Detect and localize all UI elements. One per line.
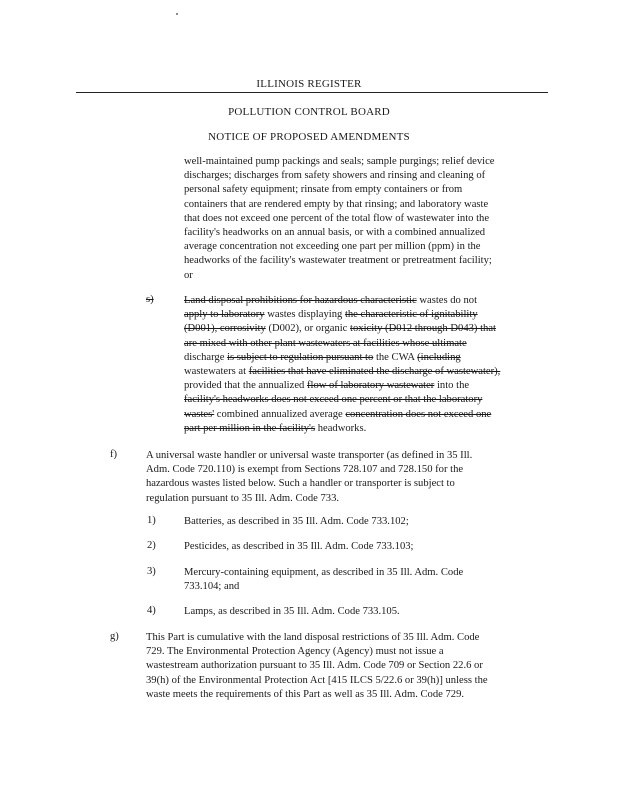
text-line [184,351,500,365]
text-line [184,408,500,422]
text-segment: discharge [184,351,228,363]
text-line: personal safety equipment; rinsate from empty containers or from [184,184,463,196]
struck-text: the characteristic of ignitability [344,309,478,321]
text-line: wastestream authorization pursuant to 35 Ill. Adm. Code 709 or Section 22.6 or [146,660,483,672]
text-segment: (D002), or organic [265,323,351,335]
text-line: facility's headworks on an annual basis, or with a combined annualized [184,227,486,239]
text-line [184,322,500,336]
text-line: or [184,269,193,281]
text-line: discharges; discharges from safety showers and rinsing and cleaning of [184,170,486,182]
struck-text: (D001), corrosivity [184,323,266,335]
item-f-paragraph [146,449,472,506]
text-line: This Part is cumulative with the land disposal restrictions of 35 Ill. Adm. Code [146,632,480,643]
subitem-3-label: 3) [147,566,156,577]
item-s-label: s) [146,294,154,305]
text-segment: provided that the annualized [184,380,307,392]
item-s-paragraph [184,294,500,436]
text-line: containers that are rendered empty by that rinsing; and laboratory waste [184,198,489,210]
text-line: regulation pursuant to 35 Ill. Adm. Code 733. [146,492,340,504]
text-line [184,337,500,351]
text-line: Lamps, as described in 35 Ill. Adm. Code 733.105. [184,606,400,617]
text-line: A universal waste handler or universal waste transporter (as defined in 35 Ill. [146,450,473,461]
text-line: 733.104; and [184,581,240,593]
struck-text: part per million in the facility's [184,422,316,434]
text-line [184,393,500,407]
scan-speck [176,13,178,15]
text-line [184,422,500,436]
text-segment: wastes do not [416,295,478,306]
text-segment: headworks. [315,422,367,434]
board-title: POLLUTION CONTROL BOARD [228,106,390,118]
text-line: that does not exceed one percent of the total flow of wastewater into the [184,212,490,224]
continuation-paragraph [184,155,494,283]
subitem-4-text [184,605,400,619]
text-segment: wastewaters at [184,366,249,378]
text-line: well-maintained pump packings and seals; sample purgings; relief device [184,156,495,167]
text-segment: combined annualized average [214,408,346,420]
item-g-paragraph [146,631,488,702]
struck-text: concentration does not exceed one [345,408,492,420]
subitem-3-text [184,566,463,594]
register-title: ILLINOIS REGISTER [256,78,362,90]
notice-title: NOTICE OF PROPOSED AMENDMENTS [208,131,410,143]
text-line [184,294,500,308]
text-segment: wastes displaying [264,309,345,321]
subitem-2-text [184,540,414,554]
header-rule [76,92,548,93]
subitem-2-label: 2) [147,540,156,551]
struck-text: facility's headworks does not exceed one percent or that the laboratory [184,394,483,406]
text-line [184,379,500,393]
text-line: average concentration not exceeding one part per million (ppm) in the [184,241,481,253]
text-line: headworks of the facility's wastewater treatment or pretreatment facility; [184,255,492,267]
text-line: 39(h) of the Environmental Protection Act [415 ILCS 5/22.6 or 39(h)] unless the [146,674,488,686]
subitem-1-label: 1) [147,515,156,526]
struck-text: wastes' [184,408,215,420]
item-g-label: g) [110,631,119,642]
struck-text: are mixed with other plant wastewaters at facilities whose ultimate [184,337,467,349]
struck-text: flow of laboratory wastewater [306,380,435,392]
text-line: Mercury-containing equipment, as described in 35 Ill. Adm. Code [184,567,464,578]
struck-text: toxicity (D012 through D043) that [350,323,496,335]
item-f-label: f) [110,449,118,460]
text-line [184,365,500,379]
struck-text: (including [417,351,461,363]
text-line: waste meets the requirements of this Part as well as 35 Ill. Adm. Code 729. [146,688,465,700]
struck-text: facilities that have eliminated the discharge of wastewater), [248,366,501,378]
subitem-4-label: 4) [147,605,156,616]
text-line: 729. The Environmental Protection Agency (Agency) must not issue a [146,646,444,658]
text-segment: the CWA [373,351,418,363]
text-line [184,308,500,322]
text-line: Batteries, as described in 35 Ill. Adm. Code 733.102; [184,516,409,527]
text-segment: into the [434,380,470,392]
struck-text: is subject to regulation pursuant to [227,351,374,363]
subitem-1-text [184,515,409,529]
struck-text: Land disposal prohibitions for hazardous characteristic [184,295,417,306]
text-line: Pesticides, as described in 35 Ill. Adm. Code 733.103; [184,541,414,552]
struck-text: apply to laboratory [184,309,265,321]
text-line: Adm. Code 720.110) is exempt from Sections 728.107 and 728.150 for the [146,464,464,476]
text-line: hazardous wastes listed below. Such a handler or transporter is subject to [146,478,455,490]
